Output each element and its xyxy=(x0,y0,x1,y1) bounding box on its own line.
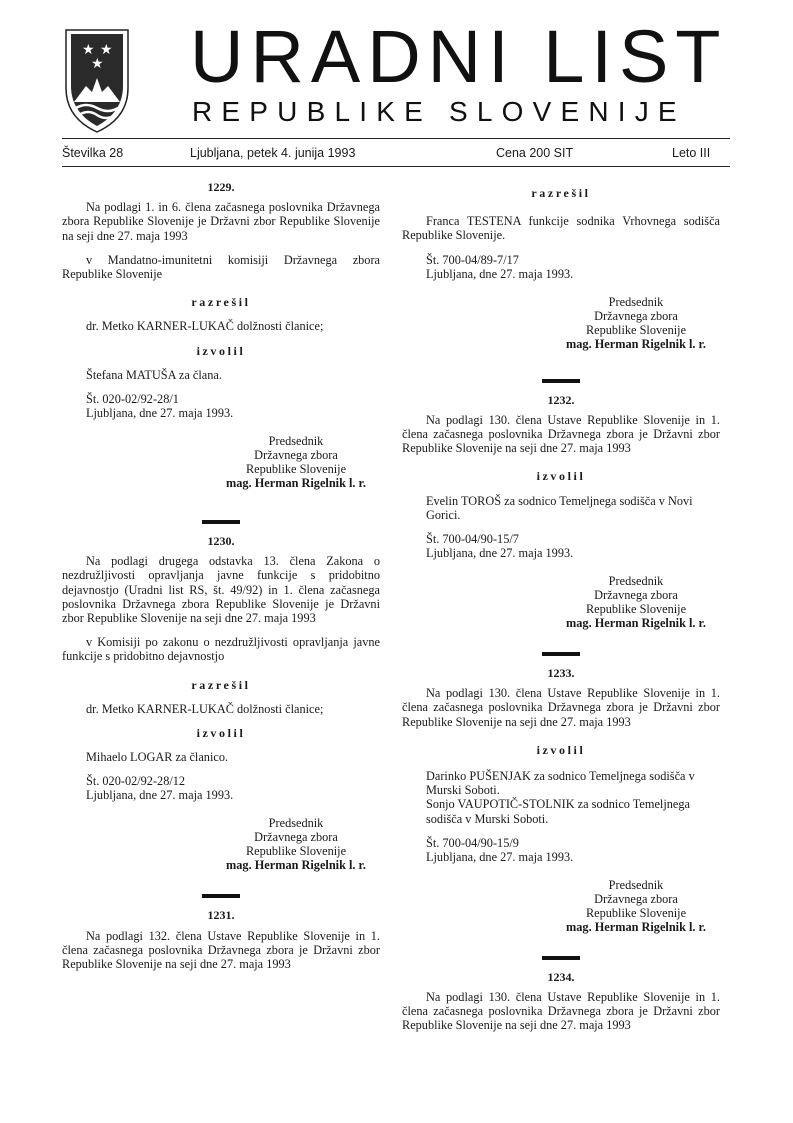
meta-rule xyxy=(62,166,730,167)
decree-1234 xyxy=(402,970,720,1033)
decree-reference xyxy=(402,836,720,864)
reference-number: Št. 020-02/92-28/1 xyxy=(86,392,179,407)
decree-body: Štefana MATUŠA za člana. xyxy=(86,367,222,382)
signature-name: mag. Herman Rigelnik l. r. xyxy=(226,858,366,873)
reference-date: Ljubljana, dne 27. maja 1993. xyxy=(86,406,234,421)
signature-country: Republike Slovenije xyxy=(245,844,347,859)
signature-block xyxy=(402,878,720,934)
decree-number: 1230. xyxy=(207,534,235,549)
issue-number: Številka 28 xyxy=(62,146,124,160)
separator xyxy=(542,956,580,960)
decree-intro: Na podlagi drugega odstavka 13. člena Zakona o nezdružljivosti opravljanja javne funkcije s pridobitno dejavnostjo (Uradni list RS, št. 49/92) in 1. člena začasnega poslovnika Državnega zbora Republike Slovenije je Državni zbor Republike Slovenije na seji dne 27. maja 1993 xyxy=(62,554,380,626)
decree-number: 1233. xyxy=(547,666,575,681)
decree-1230 xyxy=(62,534,380,872)
decree-intro: Na podlagi 130. člena Ustave Republike Slovenije in 1. člena začasnega poslovnika Državnega zbora je Državni zbor Republike Slovenije na seji dne 27. maja 1993 xyxy=(402,412,720,456)
decree-reference xyxy=(402,532,720,560)
decree-reference xyxy=(402,253,720,281)
decree-keyword: razrešil xyxy=(191,677,251,692)
decree-body: dr. Metko KARNER-LUKAČ dolžnosti članice; xyxy=(86,319,324,334)
separator xyxy=(202,520,240,524)
signature-name: mag. Herman Rigelnik l. r. xyxy=(566,336,706,351)
signature-block xyxy=(402,295,720,351)
svg-text:★: ★ xyxy=(91,56,104,72)
signature-title: Predsednik xyxy=(608,294,664,309)
masthead-subtitle: REPUBLIKE SLOVENIJE xyxy=(192,96,686,127)
signature-country: Republike Slovenije xyxy=(585,602,687,617)
decree-number: 1229. xyxy=(207,180,235,194)
decree-intro: Na podlagi 130. člena Ustave Republike Slovenije in 1. člena začasnega poslovnika Državnega zbora je Državni zbor Republike Slovenije na seji dne 27. maja 1993 xyxy=(402,686,720,729)
signature-title: Predsednik xyxy=(608,877,664,892)
decree-1231 xyxy=(62,908,380,971)
decree-number: 1231. xyxy=(207,908,235,923)
decree-body: Evelin TOROŠ za sodnico Temeljnega sodišča v Novi Gorici. xyxy=(426,493,693,522)
reference-number: Št. 700-04/90-15/7 xyxy=(426,532,519,547)
decree-keyword: izvolil xyxy=(536,742,586,757)
decree-1233 xyxy=(402,666,720,934)
decree-intro: Na podlagi 132. člena Ustave Republike Slovenije in 1. člena začasnega poslovnika Državnega zbora je Državni zbor Republike Slovenije na seji dne 27. maja 1993 xyxy=(62,928,380,972)
signature-body: Državnega zbora xyxy=(254,830,338,845)
separator xyxy=(542,379,580,383)
signature-body: Državnega zbora xyxy=(594,891,678,906)
svg-text:★: ★ xyxy=(82,42,95,58)
signature-title: Predsednik xyxy=(608,574,664,589)
reference-date: Ljubljana, dne 27. maja 1993. xyxy=(426,849,574,864)
right-column xyxy=(402,180,720,1033)
decree-body: Sonjo VAUPOTIČ-STOLNIK za sodnico Temeljnega sodišča v Murski Soboti. xyxy=(426,797,690,826)
masthead-title: URADNI LIST xyxy=(190,15,728,98)
signature-country: Republike Slovenije xyxy=(585,322,687,337)
issue-price: Cena 200 SIT xyxy=(496,146,574,160)
decree-number: 1234. xyxy=(547,969,575,984)
decree-keyword: izvolil xyxy=(536,469,586,484)
left-column xyxy=(62,180,380,971)
signature-title: Predsednik xyxy=(268,434,324,449)
signature-block xyxy=(402,574,720,630)
signature-title: Predsednik xyxy=(268,816,324,831)
issue-date: Ljubljana, petek 4. junija 1993 xyxy=(190,146,356,160)
reference-date: Ljubljana, dne 27. maja 1993. xyxy=(426,546,574,561)
reference-number: Št. 700-04/90-15/9 xyxy=(426,835,519,850)
decree-keyword: izvolil xyxy=(196,726,246,741)
signature-block xyxy=(62,434,380,490)
signature-country: Republike Slovenije xyxy=(245,462,347,477)
reference-number: Št. 700-04/89-7/17 xyxy=(426,252,519,267)
masthead-rule xyxy=(62,138,730,139)
separator xyxy=(542,652,580,656)
decree-keyword: razrešil xyxy=(191,295,251,310)
reference-number: Št. 020-02/92-28/12 xyxy=(86,774,186,789)
signature-body: Državnega zbora xyxy=(594,308,678,323)
decree-1229 xyxy=(62,180,380,490)
decree-body: dr. Metko KARNER-LUKAČ dolžnosti članice; xyxy=(86,701,324,716)
coat-of-arms-icon xyxy=(62,26,132,134)
decree-keyword: razrešil xyxy=(531,186,591,200)
separator xyxy=(202,894,240,898)
svg-text:★: ★ xyxy=(100,42,113,58)
decree-reference xyxy=(62,392,380,420)
decree-body: v Komisiji po zakonu o nezdružljivosti opravljanja javne funkcije s pridobitno dejavnostjo xyxy=(62,635,380,664)
decree-number: 1232. xyxy=(547,392,575,407)
decree-body: Franca TESTENA funkcije sodnika Vrhovnega sodišča Republike Slovenije. xyxy=(402,214,720,243)
decree-body: Darinko PUŠENJAK za sodnico Temeljnega sodišča v Murski Soboti. xyxy=(426,769,695,798)
decree-1232 xyxy=(402,393,720,630)
signature-name: mag. Herman Rigelnik l. r. xyxy=(226,476,366,491)
decree-continuation xyxy=(402,186,720,351)
signature-body: Državnega zbora xyxy=(594,588,678,603)
decree-body: Mihaelo LOGAR za članico. xyxy=(86,750,229,765)
decree-body: v Mandatno-imunitetni komisiji Državnega zbora Republike Slovenije xyxy=(62,252,380,282)
signature-name: mag. Herman Rigelnik l. r. xyxy=(566,919,706,934)
signature-block xyxy=(62,816,380,872)
reference-date: Ljubljana, dne 27. maja 1993. xyxy=(426,266,574,281)
reference-date: Ljubljana, dne 27. maja 1993. xyxy=(86,788,234,803)
signature-country: Republike Slovenije xyxy=(585,905,687,920)
decree-intro: Na podlagi 1. in 6. člena začasnega poslovnika Državnega zbora Republike Slovenije je Državni zbor Republike Slovenije na seji dne 27. maja 1993 xyxy=(62,200,380,243)
signature-body: Državnega zbora xyxy=(254,448,338,463)
decree-reference xyxy=(62,774,380,802)
issue-year: Leto III xyxy=(672,146,711,160)
decree-keyword: izvolil xyxy=(196,343,246,358)
decree-intro: Na podlagi 130. člena Ustave Republike Slovenije in 1. člena začasnega poslovnika Državnega zbora je Državni zbor Republike Slovenije na seji dne 27. maja 1993 xyxy=(402,990,720,1033)
signature-name: mag. Herman Rigelnik l. r. xyxy=(566,616,706,631)
